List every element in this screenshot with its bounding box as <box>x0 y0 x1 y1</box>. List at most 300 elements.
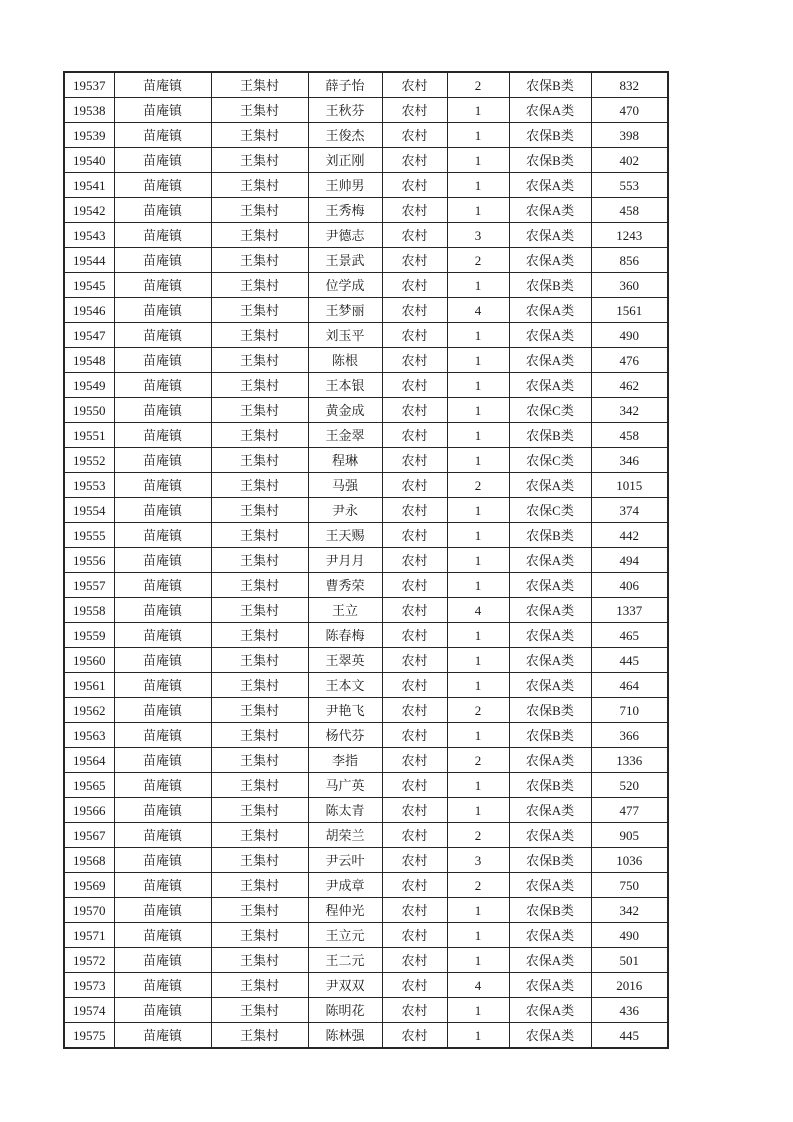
cell-id: 19544 <box>64 248 114 273</box>
cell-count: 1 <box>447 648 509 673</box>
cell-amount: 476 <box>591 348 668 373</box>
cell-amount: 1243 <box>591 223 668 248</box>
cell-town: 苗庵镇 <box>114 748 211 773</box>
cell-residence: 农村 <box>382 98 447 123</box>
cell-name: 陈明花 <box>308 998 382 1023</box>
cell-town: 苗庵镇 <box>114 523 211 548</box>
cell-name: 位学成 <box>308 273 382 298</box>
cell-name: 马广英 <box>308 773 382 798</box>
cell-amount: 398 <box>591 123 668 148</box>
cell-amount: 436 <box>591 998 668 1023</box>
cell-amount: 1337 <box>591 598 668 623</box>
cell-residence: 农村 <box>382 273 447 298</box>
table-row <box>64 523 668 548</box>
cell-count: 2 <box>447 473 509 498</box>
cell-id: 19556 <box>64 548 114 573</box>
cell-count: 1 <box>447 423 509 448</box>
cell-town: 苗庵镇 <box>114 198 211 223</box>
table-row <box>64 448 668 473</box>
cell-town: 苗庵镇 <box>114 548 211 573</box>
cell-category: 农保A类 <box>509 923 591 948</box>
cell-residence: 农村 <box>382 248 447 273</box>
cell-town: 苗庵镇 <box>114 798 211 823</box>
cell-id: 19565 <box>64 773 114 798</box>
cell-residence: 农村 <box>382 373 447 398</box>
cell-count: 4 <box>447 298 509 323</box>
cell-town: 苗庵镇 <box>114 973 211 998</box>
cell-name: 王天赐 <box>308 523 382 548</box>
cell-category: 农保B类 <box>509 523 591 548</box>
cell-name: 王金翠 <box>308 423 382 448</box>
cell-count: 2 <box>447 248 509 273</box>
cell-count: 1 <box>447 1023 509 1049</box>
cell-residence: 农村 <box>382 948 447 973</box>
cell-amount: 458 <box>591 198 668 223</box>
cell-category: 农保A类 <box>509 648 591 673</box>
cell-town: 苗庵镇 <box>114 323 211 348</box>
cell-category: 农保B类 <box>509 148 591 173</box>
cell-amount: 832 <box>591 72 668 98</box>
table-row <box>64 723 668 748</box>
cell-name: 刘正刚 <box>308 148 382 173</box>
cell-name: 杨代芬 <box>308 723 382 748</box>
cell-village: 王集村 <box>211 648 308 673</box>
cell-count: 1 <box>447 523 509 548</box>
table-row <box>64 423 668 448</box>
cell-count: 1 <box>447 498 509 523</box>
cell-category: 农保A类 <box>509 823 591 848</box>
cell-id: 19539 <box>64 123 114 148</box>
cell-category: 农保A类 <box>509 198 591 223</box>
cell-town: 苗庵镇 <box>114 898 211 923</box>
cell-count: 1 <box>447 673 509 698</box>
cell-amount: 402 <box>591 148 668 173</box>
cell-id: 19561 <box>64 673 114 698</box>
cell-category: 农保C类 <box>509 498 591 523</box>
table-row <box>64 823 668 848</box>
cell-id: 19546 <box>64 298 114 323</box>
cell-village: 王集村 <box>211 398 308 423</box>
cell-village: 王集村 <box>211 423 308 448</box>
table-row <box>64 323 668 348</box>
cell-amount: 490 <box>591 323 668 348</box>
cell-residence: 农村 <box>382 673 447 698</box>
table-row <box>64 298 668 323</box>
cell-category: 农保B类 <box>509 72 591 98</box>
cell-residence: 农村 <box>382 448 447 473</box>
cell-category: 农保A类 <box>509 248 591 273</box>
cell-id: 19541 <box>64 173 114 198</box>
cell-name: 程琳 <box>308 448 382 473</box>
cell-id: 19540 <box>64 148 114 173</box>
cell-name: 王翠英 <box>308 648 382 673</box>
cell-name: 尹成章 <box>308 873 382 898</box>
cell-id: 19570 <box>64 898 114 923</box>
cell-village: 王集村 <box>211 798 308 823</box>
table-row <box>64 648 668 673</box>
cell-id: 19542 <box>64 198 114 223</box>
cell-residence: 农村 <box>382 423 447 448</box>
cell-category: 农保A类 <box>509 348 591 373</box>
cell-village: 王集村 <box>211 273 308 298</box>
cell-amount: 710 <box>591 698 668 723</box>
cell-name: 尹艳飞 <box>308 698 382 723</box>
table-row <box>64 598 668 623</box>
cell-name: 尹德志 <box>308 223 382 248</box>
cell-id: 19550 <box>64 398 114 423</box>
cell-town: 苗庵镇 <box>114 148 211 173</box>
cell-count: 4 <box>447 598 509 623</box>
table-row <box>64 898 668 923</box>
cell-id: 19547 <box>64 323 114 348</box>
cell-category: 农保A类 <box>509 173 591 198</box>
cell-town: 苗庵镇 <box>114 848 211 873</box>
cell-category: 农保B类 <box>509 273 591 298</box>
cell-town: 苗庵镇 <box>114 673 211 698</box>
cell-name: 陈春梅 <box>308 623 382 648</box>
cell-name: 胡荣兰 <box>308 823 382 848</box>
cell-amount: 501 <box>591 948 668 973</box>
cell-id: 19568 <box>64 848 114 873</box>
cell-amount: 520 <box>591 773 668 798</box>
cell-name: 尹双双 <box>308 973 382 998</box>
table-row <box>64 1023 668 1049</box>
cell-id: 19549 <box>64 373 114 398</box>
cell-town: 苗庵镇 <box>114 1023 211 1049</box>
table-row <box>64 923 668 948</box>
cell-count: 1 <box>447 448 509 473</box>
cell-village: 王集村 <box>211 198 308 223</box>
cell-count: 2 <box>447 72 509 98</box>
cell-category: 农保A类 <box>509 873 591 898</box>
cell-category: 农保A类 <box>509 623 591 648</box>
cell-name: 王二元 <box>308 948 382 973</box>
cell-category: 农保A类 <box>509 298 591 323</box>
cell-residence: 农村 <box>382 998 447 1023</box>
table-row <box>64 248 668 273</box>
cell-residence: 农村 <box>382 923 447 948</box>
cell-id: 19557 <box>64 573 114 598</box>
cell-id: 19538 <box>64 98 114 123</box>
cell-category: 农保B类 <box>509 123 591 148</box>
cell-count: 4 <box>447 973 509 998</box>
cell-amount: 458 <box>591 423 668 448</box>
cell-count: 1 <box>447 948 509 973</box>
cell-town: 苗庵镇 <box>114 598 211 623</box>
cell-name: 王立元 <box>308 923 382 948</box>
cell-amount: 360 <box>591 273 668 298</box>
cell-name: 王本文 <box>308 673 382 698</box>
cell-count: 3 <box>447 848 509 873</box>
table-row <box>64 773 668 798</box>
cell-village: 王集村 <box>211 698 308 723</box>
cell-residence: 农村 <box>382 148 447 173</box>
cell-category: 农保A类 <box>509 548 591 573</box>
cell-count: 1 <box>447 123 509 148</box>
cell-count: 1 <box>447 198 509 223</box>
cell-count: 1 <box>447 923 509 948</box>
cell-name: 王本银 <box>308 373 382 398</box>
cell-residence: 农村 <box>382 223 447 248</box>
table-row <box>64 848 668 873</box>
cell-village: 王集村 <box>211 923 308 948</box>
cell-category: 农保A类 <box>509 98 591 123</box>
cell-category: 农保B类 <box>509 898 591 923</box>
cell-id: 19575 <box>64 1023 114 1049</box>
cell-id: 19545 <box>64 273 114 298</box>
cell-name: 曹秀荣 <box>308 573 382 598</box>
cell-name: 尹云叶 <box>308 848 382 873</box>
table-row <box>64 98 668 123</box>
cell-town: 苗庵镇 <box>114 698 211 723</box>
cell-amount: 342 <box>591 898 668 923</box>
cell-id: 19552 <box>64 448 114 473</box>
cell-residence: 农村 <box>382 348 447 373</box>
cell-category: 农保A类 <box>509 748 591 773</box>
cell-town: 苗庵镇 <box>114 298 211 323</box>
cell-amount: 445 <box>591 1023 668 1049</box>
cell-amount: 477 <box>591 798 668 823</box>
cell-village: 王集村 <box>211 598 308 623</box>
cell-count: 1 <box>447 273 509 298</box>
cell-count: 1 <box>447 723 509 748</box>
cell-village: 王集村 <box>211 298 308 323</box>
cell-category: 农保B类 <box>509 848 591 873</box>
cell-id: 19563 <box>64 723 114 748</box>
cell-village: 王集村 <box>211 448 308 473</box>
cell-village: 王集村 <box>211 898 308 923</box>
cell-village: 王集村 <box>211 148 308 173</box>
cell-id: 19548 <box>64 348 114 373</box>
cell-village: 王集村 <box>211 773 308 798</box>
cell-category: 农保A类 <box>509 573 591 598</box>
cell-name: 王俊杰 <box>308 123 382 148</box>
cell-category: 农保A类 <box>509 998 591 1023</box>
cell-residence: 农村 <box>382 498 447 523</box>
cell-id: 19573 <box>64 973 114 998</box>
cell-count: 1 <box>447 548 509 573</box>
cell-residence: 农村 <box>382 72 447 98</box>
cell-amount: 465 <box>591 623 668 648</box>
cell-town: 苗庵镇 <box>114 923 211 948</box>
cell-village: 王集村 <box>211 373 308 398</box>
table-row <box>64 873 668 898</box>
cell-id: 19569 <box>64 873 114 898</box>
cell-town: 苗庵镇 <box>114 998 211 1023</box>
cell-village: 王集村 <box>211 473 308 498</box>
table-row <box>64 998 668 1023</box>
cell-id: 19572 <box>64 948 114 973</box>
cell-residence: 农村 <box>382 198 447 223</box>
cell-village: 王集村 <box>211 72 308 98</box>
cell-residence: 农村 <box>382 698 447 723</box>
cell-amount: 464 <box>591 673 668 698</box>
cell-name: 陈太青 <box>308 798 382 823</box>
table-row <box>64 198 668 223</box>
cell-count: 2 <box>447 698 509 723</box>
cell-id: 19551 <box>64 423 114 448</box>
cell-residence: 农村 <box>382 973 447 998</box>
cell-town: 苗庵镇 <box>114 823 211 848</box>
cell-name: 王秀梅 <box>308 198 382 223</box>
cell-residence: 农村 <box>382 873 447 898</box>
cell-id: 19554 <box>64 498 114 523</box>
cell-residence: 农村 <box>382 623 447 648</box>
cell-count: 1 <box>447 348 509 373</box>
cell-amount: 2016 <box>591 973 668 998</box>
cell-town: 苗庵镇 <box>114 773 211 798</box>
cell-count: 1 <box>447 573 509 598</box>
cell-id: 19553 <box>64 473 114 498</box>
cell-town: 苗庵镇 <box>114 123 211 148</box>
cell-name: 陈根 <box>308 348 382 373</box>
cell-name: 黄金成 <box>308 398 382 423</box>
cell-count: 1 <box>447 773 509 798</box>
cell-count: 1 <box>447 373 509 398</box>
cell-count: 1 <box>447 98 509 123</box>
cell-residence: 农村 <box>382 523 447 548</box>
table-row <box>64 348 668 373</box>
cell-residence: 农村 <box>382 648 447 673</box>
table-row <box>64 623 668 648</box>
cell-category: 农保B类 <box>509 698 591 723</box>
cell-count: 1 <box>447 798 509 823</box>
cell-count: 1 <box>447 998 509 1023</box>
cell-village: 王集村 <box>211 323 308 348</box>
cell-name: 薛子怡 <box>308 72 382 98</box>
cell-village: 王集村 <box>211 873 308 898</box>
cell-village: 王集村 <box>211 223 308 248</box>
cell-name: 马强 <box>308 473 382 498</box>
cell-residence: 农村 <box>382 323 447 348</box>
cell-town: 苗庵镇 <box>114 873 211 898</box>
cell-name: 李指 <box>308 748 382 773</box>
cell-town: 苗庵镇 <box>114 623 211 648</box>
cell-count: 3 <box>447 223 509 248</box>
cell-town: 苗庵镇 <box>114 173 211 198</box>
cell-residence: 农村 <box>382 598 447 623</box>
cell-residence: 农村 <box>382 123 447 148</box>
cell-town: 苗庵镇 <box>114 573 211 598</box>
cell-count: 2 <box>447 823 509 848</box>
cell-amount: 1036 <box>591 848 668 873</box>
cell-count: 2 <box>447 748 509 773</box>
cell-amount: 366 <box>591 723 668 748</box>
cell-village: 王集村 <box>211 123 308 148</box>
cell-residence: 农村 <box>382 298 447 323</box>
cell-amount: 1561 <box>591 298 668 323</box>
cell-town: 苗庵镇 <box>114 498 211 523</box>
cell-amount: 342 <box>591 398 668 423</box>
cell-id: 19567 <box>64 823 114 848</box>
cell-name: 程仲光 <box>308 898 382 923</box>
cell-residence: 农村 <box>382 748 447 773</box>
cell-name: 王景武 <box>308 248 382 273</box>
cell-category: 农保A类 <box>509 1023 591 1049</box>
cell-count: 1 <box>447 398 509 423</box>
table-row <box>64 173 668 198</box>
cell-residence: 农村 <box>382 173 447 198</box>
cell-category: 农保A类 <box>509 223 591 248</box>
cell-village: 王集村 <box>211 998 308 1023</box>
cell-id: 19574 <box>64 998 114 1023</box>
table-row <box>64 548 668 573</box>
cell-village: 王集村 <box>211 173 308 198</box>
cell-name: 刘玉平 <box>308 323 382 348</box>
cell-count: 1 <box>447 898 509 923</box>
cell-residence: 农村 <box>382 898 447 923</box>
cell-town: 苗庵镇 <box>114 373 211 398</box>
cell-village: 王集村 <box>211 548 308 573</box>
cell-amount: 905 <box>591 823 668 848</box>
cell-category: 农保B类 <box>509 773 591 798</box>
cell-village: 王集村 <box>211 523 308 548</box>
table-row <box>64 698 668 723</box>
cell-village: 王集村 <box>211 848 308 873</box>
cell-amount: 462 <box>591 373 668 398</box>
cell-category: 农保A类 <box>509 473 591 498</box>
cell-residence: 农村 <box>382 473 447 498</box>
cell-village: 王集村 <box>211 623 308 648</box>
cell-amount: 470 <box>591 98 668 123</box>
cell-id: 19543 <box>64 223 114 248</box>
cell-village: 王集村 <box>211 723 308 748</box>
cell-amount: 406 <box>591 573 668 598</box>
cell-id: 19562 <box>64 698 114 723</box>
cell-residence: 农村 <box>382 573 447 598</box>
table-row <box>64 748 668 773</box>
cell-amount: 346 <box>591 448 668 473</box>
cell-residence: 农村 <box>382 848 447 873</box>
cell-id: 19558 <box>64 598 114 623</box>
cell-id: 19559 <box>64 623 114 648</box>
table-row <box>64 273 668 298</box>
cell-name: 王立 <box>308 598 382 623</box>
cell-town: 苗庵镇 <box>114 948 211 973</box>
table-row <box>64 148 668 173</box>
cell-amount: 856 <box>591 248 668 273</box>
table-row <box>64 673 668 698</box>
cell-town: 苗庵镇 <box>114 273 211 298</box>
cell-town: 苗庵镇 <box>114 72 211 98</box>
cell-residence: 农村 <box>382 723 447 748</box>
cell-amount: 490 <box>591 923 668 948</box>
cell-amount: 1336 <box>591 748 668 773</box>
cell-id: 19537 <box>64 72 114 98</box>
table-row <box>64 498 668 523</box>
cell-amount: 445 <box>591 648 668 673</box>
cell-town: 苗庵镇 <box>114 648 211 673</box>
cell-village: 王集村 <box>211 673 308 698</box>
cell-amount: 442 <box>591 523 668 548</box>
cell-count: 1 <box>447 323 509 348</box>
cell-id: 19555 <box>64 523 114 548</box>
cell-town: 苗庵镇 <box>114 723 211 748</box>
cell-category: 农保C类 <box>509 398 591 423</box>
cell-category: 农保C类 <box>509 448 591 473</box>
cell-category: 农保B类 <box>509 723 591 748</box>
cell-amount: 1015 <box>591 473 668 498</box>
table-row <box>64 573 668 598</box>
table-row <box>64 123 668 148</box>
cell-residence: 农村 <box>382 548 447 573</box>
cell-name: 王梦丽 <box>308 298 382 323</box>
records-table <box>63 71 669 1049</box>
cell-amount: 553 <box>591 173 668 198</box>
cell-village: 王集村 <box>211 948 308 973</box>
cell-village: 王集村 <box>211 573 308 598</box>
table-row <box>64 373 668 398</box>
